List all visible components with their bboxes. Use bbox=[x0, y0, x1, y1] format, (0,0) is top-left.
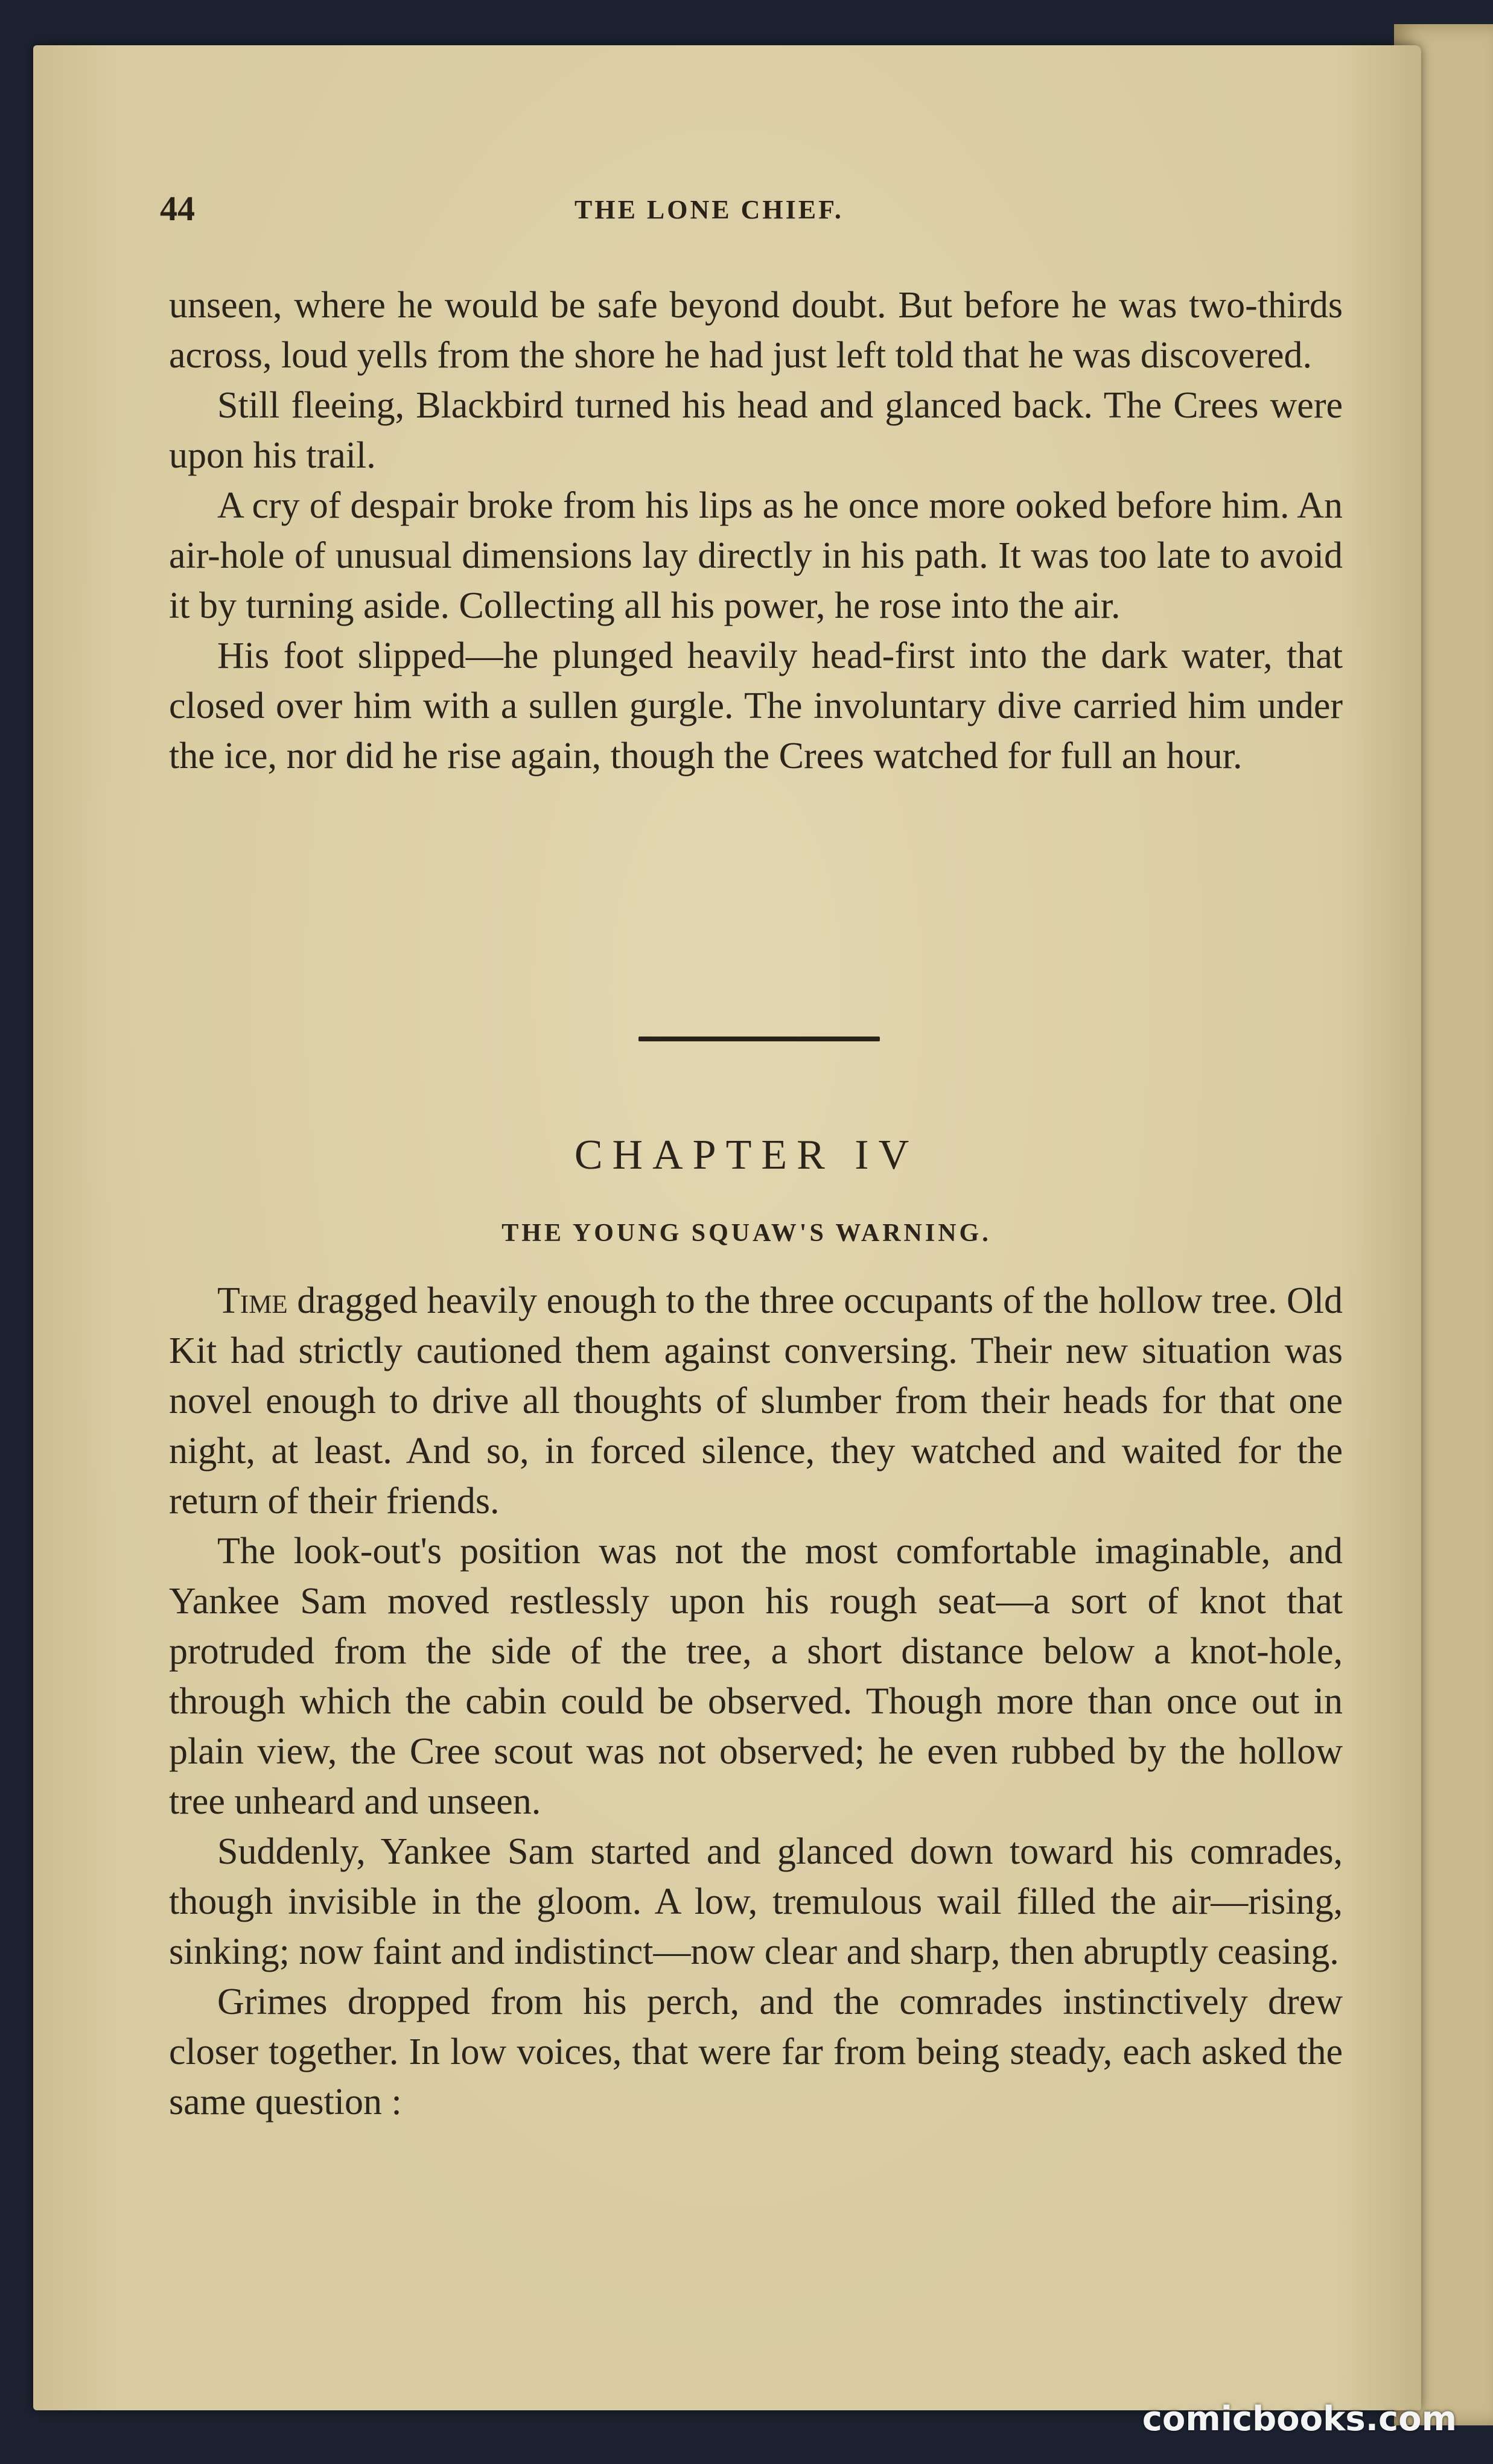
chapter-text bbox=[169, 1276, 1343, 2127]
section-text bbox=[169, 281, 1343, 781]
paragraph: Grimes dropped from his perch, and the comrades instinctively drew closer together. In low voices, that were far from being steady, each asked the same question : bbox=[169, 1981, 1343, 2123]
paragraph-text: dragged heavily enough to the three occupants of the hollow tree. Old Kit had strictly cautioned them against conversing. Their new situation was novel enough to drive all thoughts of slumber from their heads for that one night, at least. And so, in forced silence, they watched and waited for the return of their friends. bbox=[169, 1280, 1343, 1522]
page-header bbox=[160, 188, 1493, 230]
paragraph: unseen, where he would be safe beyond doubt. But before he was two-thirds across, loud yells from the shore he had just left told that he was discovered. bbox=[169, 285, 1343, 376]
paragraph: His foot slipped—he plunged heavily head-first into the dark water, that closed over him with a sullen gurgle. The involuntary dive carried him under the ice, nor did he rise again, though the Crees watched for full an hour. bbox=[169, 635, 1343, 776]
paragraph: Still fleeing, Blackbird turned his head and glanced back. The Crees were upon his trail. bbox=[169, 385, 1343, 476]
running-title: THE LONE CHIEF. bbox=[575, 195, 844, 224]
page-number: 44 bbox=[160, 189, 195, 228]
paragraph: A cry of despair broke from his lips as he once more ooked before him. An air-hole of unusual dimensions lay directly in his path. It was too late to avoid it by turning aside. Collecting all his power, he rose into the air. bbox=[169, 485, 1343, 626]
chapter-first-word: Time bbox=[217, 1280, 288, 1321]
chapter-subtitle: THE YOUNG SQUAW'S WARNING. bbox=[501, 1219, 992, 1247]
paragraph: Suddenly, Yankee Sam started and glanced down toward his comrades, though invisible in the gloom. A low, tremulous wail filled the air—rising, sinking; now faint and indistinct—now clear and sharp, then abruptly ceasing. bbox=[169, 1831, 1343, 1972]
paragraph: The look-out's position was not the most comfortable imaginable, and Yankee Sam moved restlessly upon his rough seat—a sort of knot that protruded from the side of the tree, a short distance below a knot-hole, through which the cabin could be observed. Though more than once out in plain view, the Cree scout was not observed; he even rubbed by the hollow tree unheard and unseen. bbox=[169, 1531, 1343, 1822]
paragraph bbox=[169, 1276, 1343, 1526]
watermark: comicbooks.com bbox=[1142, 2399, 1457, 2439]
section-divider bbox=[638, 1037, 880, 1041]
chapter-title: CHAPTER IV bbox=[574, 1132, 919, 1178]
